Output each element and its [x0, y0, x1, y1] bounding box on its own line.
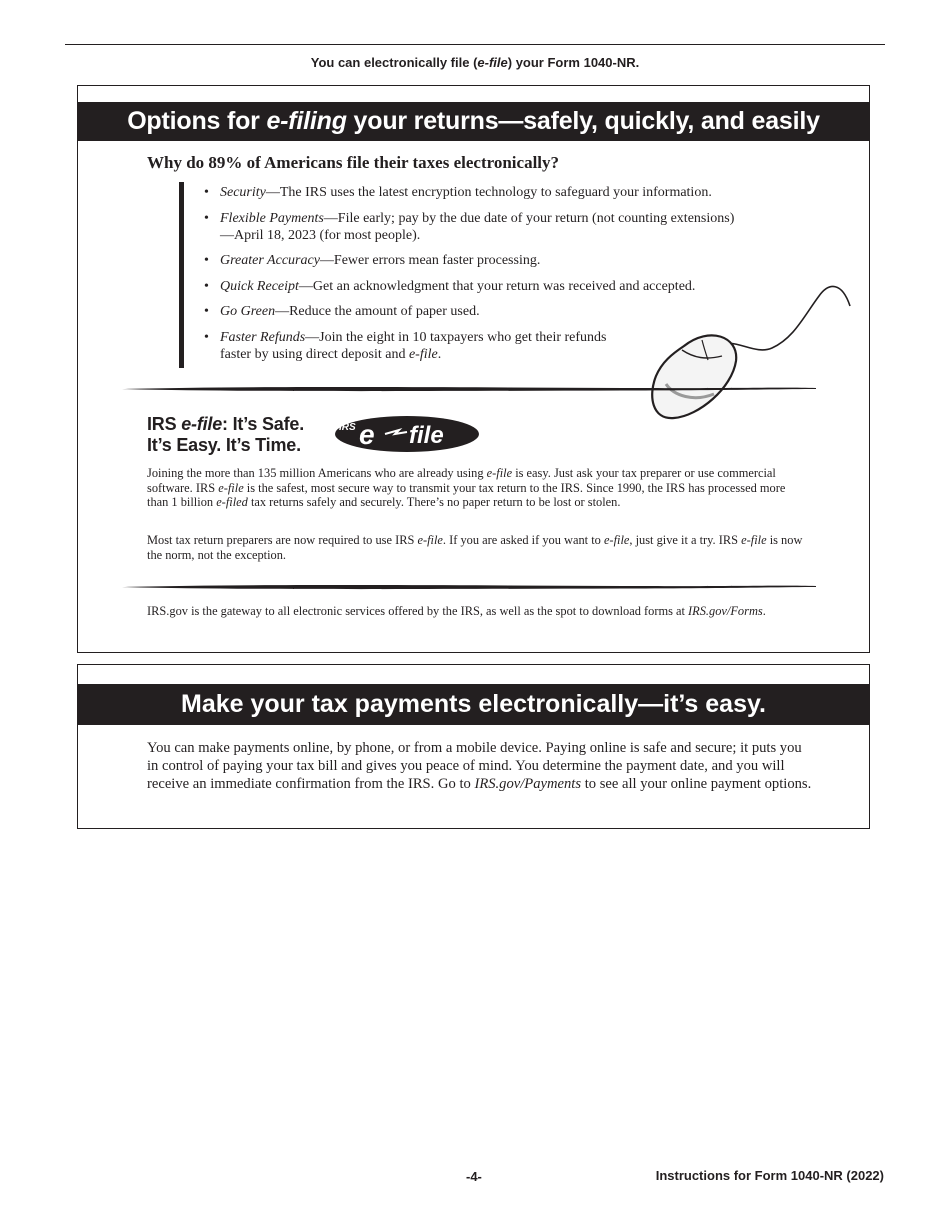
efile-preparers-paragraph: Most tax return preparers are now required to use IRS e-file. If you are asked if you want to e-file, just give it a try. IRS e-file is now the norm, not the exception.	[147, 533, 803, 562]
irs-efile-logo	[333, 414, 481, 454]
divider-swash	[122, 384, 816, 394]
top-rule	[65, 44, 885, 45]
benefit-go-green: • Go Green—Reduce the amount of paper used.	[204, 304, 480, 319]
benefit-quick-receipt: • Quick Receipt—Get an acknowledgment that your return was received and accepted.	[204, 278, 696, 294]
payments-paragraph: You can make payments online, by phone, or from a mobile device. Paying online is safe and secure; it puts you in control of paying your tax bill and gives you peace of mind. You determine the payment date, and you will receive an immediate confirmation from the IRS. Go to IRS.gov/Payments to see all your online payment options.	[147, 740, 812, 792]
computer-mouse-illustration	[644, 276, 854, 426]
benefit-flexible-payments: • Flexible Payments—File early; pay by the due date of your return (not counting extensions)—April 18, 2023 (for most people).	[204, 210, 735, 243]
why-efile-heading: Why do 89% of Americans file their taxes electronically?	[147, 153, 560, 172]
benefit-faster-refunds: • Faster Refunds—Join the eight in 10 taxpayers who get their refunds faster by using direct deposit and e-file.	[204, 329, 607, 362]
svg-text:IRS: IRS	[339, 422, 356, 433]
efile-joining-paragraph: Joining the more than 135 million Americans who are already using e-file is easy. Just ask your tax preparer or use commercial software. IRS e-file is the safest, most secure way to transmit your tax return to the IRS. Since 1990, the IRS has processed more than 1 billion e-filed tax returns safely and securely. There’s no paper return to be lost or stolen.	[147, 466, 786, 510]
efile-safe-heading: IRS e-file: It’s Safe. It’s Easy. It’s Time.	[147, 414, 304, 455]
benefit-greater-accuracy: • Greater Accuracy—Fewer errors mean faster processing.	[204, 253, 541, 268]
bullet-bar	[179, 182, 184, 368]
efile-note: You can electronically file (e-file) your Form 1040-NR.	[310, 55, 640, 70]
irs-gov-paragraph: IRS.gov is the gateway to all electronic services offered by the IRS, as well as the spot to download forms at IRS.gov/Forms.	[147, 604, 766, 618]
payments-title: Make your tax payments electronically—it’s easy.	[78, 684, 869, 725]
efile-options-title: Options for e-filing your returns—safely, quickly, and easily	[78, 102, 869, 141]
efile-options-box	[77, 85, 870, 653]
electronic-payments-box	[77, 664, 870, 829]
page-number: -4-	[466, 1169, 482, 1184]
footer-doc-title: Instructions for Form 1040-NR (2022)	[655, 1168, 884, 1183]
svg-text:e: e	[359, 419, 375, 450]
svg-text:file: file	[409, 422, 444, 449]
divider-swash	[122, 582, 816, 592]
benefit-security: • Security—The IRS uses the latest encryption technology to safeguard your information.	[204, 185, 712, 200]
